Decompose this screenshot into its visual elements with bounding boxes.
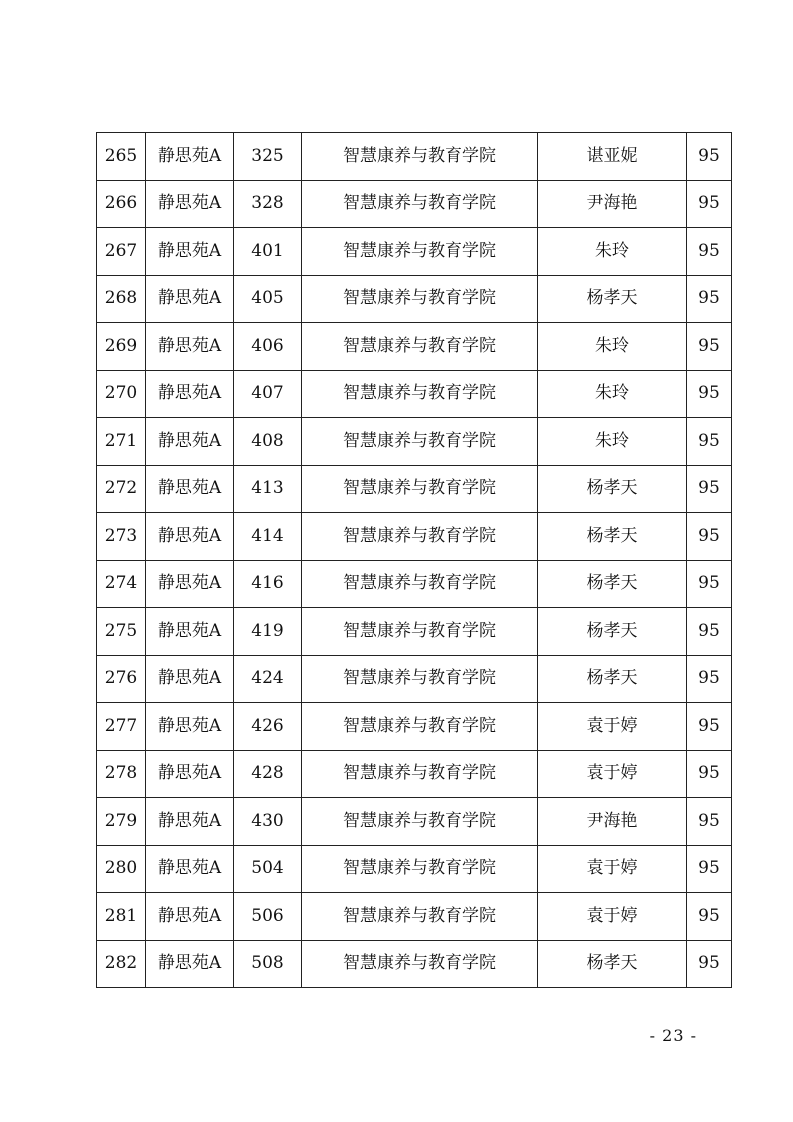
row-number-cell: 272 xyxy=(97,465,146,513)
college-cell: 智慧康养与教育学院 xyxy=(302,465,538,513)
college-cell: 智慧康养与教育学院 xyxy=(302,845,538,893)
staff-name-cell: 朱玲 xyxy=(538,418,687,466)
table-row xyxy=(97,703,732,751)
staff-name-cell: 袁于婷 xyxy=(538,750,687,798)
room-number-cell: 407 xyxy=(234,370,302,418)
college-cell: 智慧康养与教育学院 xyxy=(302,608,538,656)
score-cell: 95 xyxy=(687,703,732,751)
row-number-cell: 282 xyxy=(97,940,146,988)
room-number-cell: 504 xyxy=(234,845,302,893)
row-number-cell: 266 xyxy=(97,180,146,228)
score-cell: 95 xyxy=(687,465,732,513)
room-number-cell: 426 xyxy=(234,703,302,751)
staff-name-cell: 朱玲 xyxy=(538,323,687,371)
building-cell: 静思苑A xyxy=(146,655,234,703)
score-cell: 95 xyxy=(687,418,732,466)
row-number-cell: 265 xyxy=(97,133,146,181)
building-cell: 静思苑A xyxy=(146,323,234,371)
building-cell: 静思苑A xyxy=(146,750,234,798)
building-cell: 静思苑A xyxy=(146,180,234,228)
building-cell: 静思苑A xyxy=(146,513,234,561)
score-cell: 95 xyxy=(687,323,732,371)
staff-name-cell: 杨孝天 xyxy=(538,608,687,656)
college-cell: 智慧康养与教育学院 xyxy=(302,798,538,846)
staff-name-cell: 朱玲 xyxy=(538,228,687,276)
college-cell: 智慧康养与教育学院 xyxy=(302,750,538,798)
row-number-cell: 276 xyxy=(97,655,146,703)
college-cell: 智慧康养与教育学院 xyxy=(302,513,538,561)
college-cell: 智慧康养与教育学院 xyxy=(302,180,538,228)
college-cell: 智慧康养与教育学院 xyxy=(302,370,538,418)
score-cell: 95 xyxy=(687,228,732,276)
table-row xyxy=(97,750,732,798)
building-cell: 静思苑A xyxy=(146,703,234,751)
college-cell: 智慧康养与教育学院 xyxy=(302,940,538,988)
staff-name-cell: 杨孝天 xyxy=(538,940,687,988)
room-number-cell: 419 xyxy=(234,608,302,656)
score-cell: 95 xyxy=(687,845,732,893)
table-row xyxy=(97,418,732,466)
building-cell: 静思苑A xyxy=(146,228,234,276)
score-cell: 95 xyxy=(687,275,732,323)
room-number-cell: 508 xyxy=(234,940,302,988)
row-number-cell: 279 xyxy=(97,798,146,846)
college-cell: 智慧康养与教育学院 xyxy=(302,418,538,466)
room-number-cell: 406 xyxy=(234,323,302,371)
row-number-cell: 273 xyxy=(97,513,146,561)
building-cell: 静思苑A xyxy=(146,275,234,323)
staff-name-cell: 谌亚妮 xyxy=(538,133,687,181)
room-number-cell: 401 xyxy=(234,228,302,276)
table-row xyxy=(97,798,732,846)
score-cell: 95 xyxy=(687,180,732,228)
score-cell: 95 xyxy=(687,798,732,846)
row-number-cell: 277 xyxy=(97,703,146,751)
staff-name-cell: 杨孝天 xyxy=(538,275,687,323)
room-number-cell: 424 xyxy=(234,655,302,703)
college-cell: 智慧康养与教育学院 xyxy=(302,133,538,181)
room-number-cell: 430 xyxy=(234,798,302,846)
score-cell: 95 xyxy=(687,513,732,561)
score-cell: 95 xyxy=(687,893,732,941)
building-cell: 静思苑A xyxy=(146,418,234,466)
college-cell: 智慧康养与教育学院 xyxy=(302,703,538,751)
staff-name-cell: 杨孝天 xyxy=(538,560,687,608)
table-row xyxy=(97,133,732,181)
building-cell: 静思苑A xyxy=(146,940,234,988)
table-body xyxy=(97,133,732,988)
table-row xyxy=(97,608,732,656)
college-cell: 智慧康养与教育学院 xyxy=(302,893,538,941)
row-number-cell: 278 xyxy=(97,750,146,798)
staff-name-cell: 尹海艳 xyxy=(538,798,687,846)
college-cell: 智慧康养与教育学院 xyxy=(302,655,538,703)
score-cell: 95 xyxy=(687,940,732,988)
building-cell: 静思苑A xyxy=(146,893,234,941)
room-number-cell: 408 xyxy=(234,418,302,466)
building-cell: 静思苑A xyxy=(146,798,234,846)
row-number-cell: 281 xyxy=(97,893,146,941)
building-cell: 静思苑A xyxy=(146,370,234,418)
score-cell: 95 xyxy=(687,655,732,703)
score-cell: 95 xyxy=(687,133,732,181)
room-number-cell: 506 xyxy=(234,893,302,941)
row-number-cell: 274 xyxy=(97,560,146,608)
staff-name-cell: 袁于婷 xyxy=(538,893,687,941)
table-row xyxy=(97,228,732,276)
staff-name-cell: 朱玲 xyxy=(538,370,687,418)
room-number-cell: 405 xyxy=(234,275,302,323)
staff-name-cell: 杨孝天 xyxy=(538,465,687,513)
row-number-cell: 269 xyxy=(97,323,146,371)
room-number-cell: 328 xyxy=(234,180,302,228)
page-number: - 23 - xyxy=(649,1026,697,1045)
table-row xyxy=(97,845,732,893)
table-row xyxy=(97,513,732,561)
score-cell: 95 xyxy=(687,560,732,608)
row-number-cell: 275 xyxy=(97,608,146,656)
building-cell: 静思苑A xyxy=(146,133,234,181)
table-row xyxy=(97,940,732,988)
row-number-cell: 271 xyxy=(97,418,146,466)
score-cell: 95 xyxy=(687,608,732,656)
staff-name-cell: 杨孝天 xyxy=(538,513,687,561)
table-row xyxy=(97,275,732,323)
building-cell: 静思苑A xyxy=(146,465,234,513)
staff-name-cell: 杨孝天 xyxy=(538,655,687,703)
building-cell: 静思苑A xyxy=(146,845,234,893)
row-number-cell: 268 xyxy=(97,275,146,323)
staff-name-cell: 尹海艳 xyxy=(538,180,687,228)
college-cell: 智慧康养与教育学院 xyxy=(302,275,538,323)
table-row xyxy=(97,370,732,418)
college-cell: 智慧康养与教育学院 xyxy=(302,323,538,371)
staff-name-cell: 袁于婷 xyxy=(538,845,687,893)
room-number-cell: 413 xyxy=(234,465,302,513)
table-row xyxy=(97,465,732,513)
table-row xyxy=(97,323,732,371)
dormitory-score-table-container xyxy=(96,132,732,988)
table-row xyxy=(97,655,732,703)
score-cell: 95 xyxy=(687,370,732,418)
row-number-cell: 270 xyxy=(97,370,146,418)
college-cell: 智慧康养与教育学院 xyxy=(302,228,538,276)
room-number-cell: 414 xyxy=(234,513,302,561)
building-cell: 静思苑A xyxy=(146,560,234,608)
table-row xyxy=(97,893,732,941)
dormitory-score-table xyxy=(96,132,732,988)
room-number-cell: 325 xyxy=(234,133,302,181)
building-cell: 静思苑A xyxy=(146,608,234,656)
score-cell: 95 xyxy=(687,750,732,798)
room-number-cell: 416 xyxy=(234,560,302,608)
table-row xyxy=(97,180,732,228)
row-number-cell: 280 xyxy=(97,845,146,893)
table-row xyxy=(97,560,732,608)
college-cell: 智慧康养与教育学院 xyxy=(302,560,538,608)
staff-name-cell: 袁于婷 xyxy=(538,703,687,751)
row-number-cell: 267 xyxy=(97,228,146,276)
room-number-cell: 428 xyxy=(234,750,302,798)
